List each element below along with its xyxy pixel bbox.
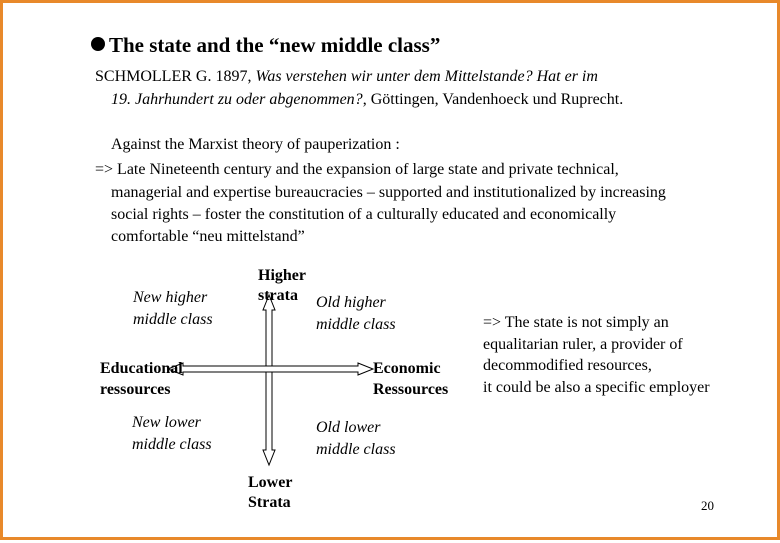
- conclusion-line-4: it could be also a specific employer: [483, 379, 710, 396]
- axis-left-line-2: ressources: [100, 381, 171, 398]
- argument-line-4: comfortable “neu mittelstand”: [111, 228, 305, 245]
- diagram-axes: [3, 3, 780, 543]
- axis-bottom-line-2: Strata: [248, 494, 291, 511]
- reference-title-2: 19. Jahrhundert zu oder abgenommen?: [111, 91, 363, 108]
- page-number: 20: [701, 498, 714, 513]
- argument-line-1: => Late Nineteenth century and the expansion of large state and private technical,: [95, 161, 619, 178]
- axis-top-line-1: Higher: [258, 267, 306, 284]
- axis-right-line-2: Ressources: [373, 381, 449, 398]
- reference-publisher: , Göttingen, Vandenhoeck und Ruprecht.: [362, 91, 624, 108]
- argument-intro: Against the Marxist theory of pauperization :: [111, 136, 400, 153]
- axis-right-line-1: Economic: [373, 360, 441, 377]
- quadrant-top-right-2: middle class: [316, 316, 396, 333]
- reference-authors: SCHMOLLER G. 1897,: [95, 68, 256, 85]
- axis-left-line-1: Educational: [100, 360, 183, 377]
- quadrant-bottom-left-1: New lower: [132, 414, 201, 431]
- conclusion-line-3: decommodified resources,: [483, 357, 652, 374]
- conclusion-line-1: => The state is not simply an: [483, 314, 669, 331]
- conclusion-line-2: equalitarian ruler, a provider of: [483, 336, 683, 353]
- slide-title: The state and the “new middle class”: [109, 33, 441, 57]
- argument-line-2: managerial and expertise bureaucracies – supported and institutionalized by increasing: [111, 184, 666, 201]
- quadrant-top-left-2: middle class: [133, 311, 213, 328]
- quadrant-bottom-right-1: Old lower: [316, 419, 381, 436]
- axis-bottom-line-1: Lower: [248, 474, 293, 491]
- reference-title-1: Was verstehen wir unter dem Mittelstande? Hat er im: [255, 68, 598, 85]
- axis-top-line-2: strata: [258, 287, 298, 304]
- argument-line-3: social rights – foster the constitution of a culturally educated and economically: [111, 206, 617, 223]
- quadrant-top-left-1: New higher: [133, 289, 208, 306]
- quadrant-bottom-left-2: middle class: [132, 436, 212, 453]
- quadrant-bottom-right-2: middle class: [316, 441, 396, 458]
- vertical-double-arrow: [263, 295, 275, 465]
- quadrant-top-right-1: Old higher: [316, 294, 386, 311]
